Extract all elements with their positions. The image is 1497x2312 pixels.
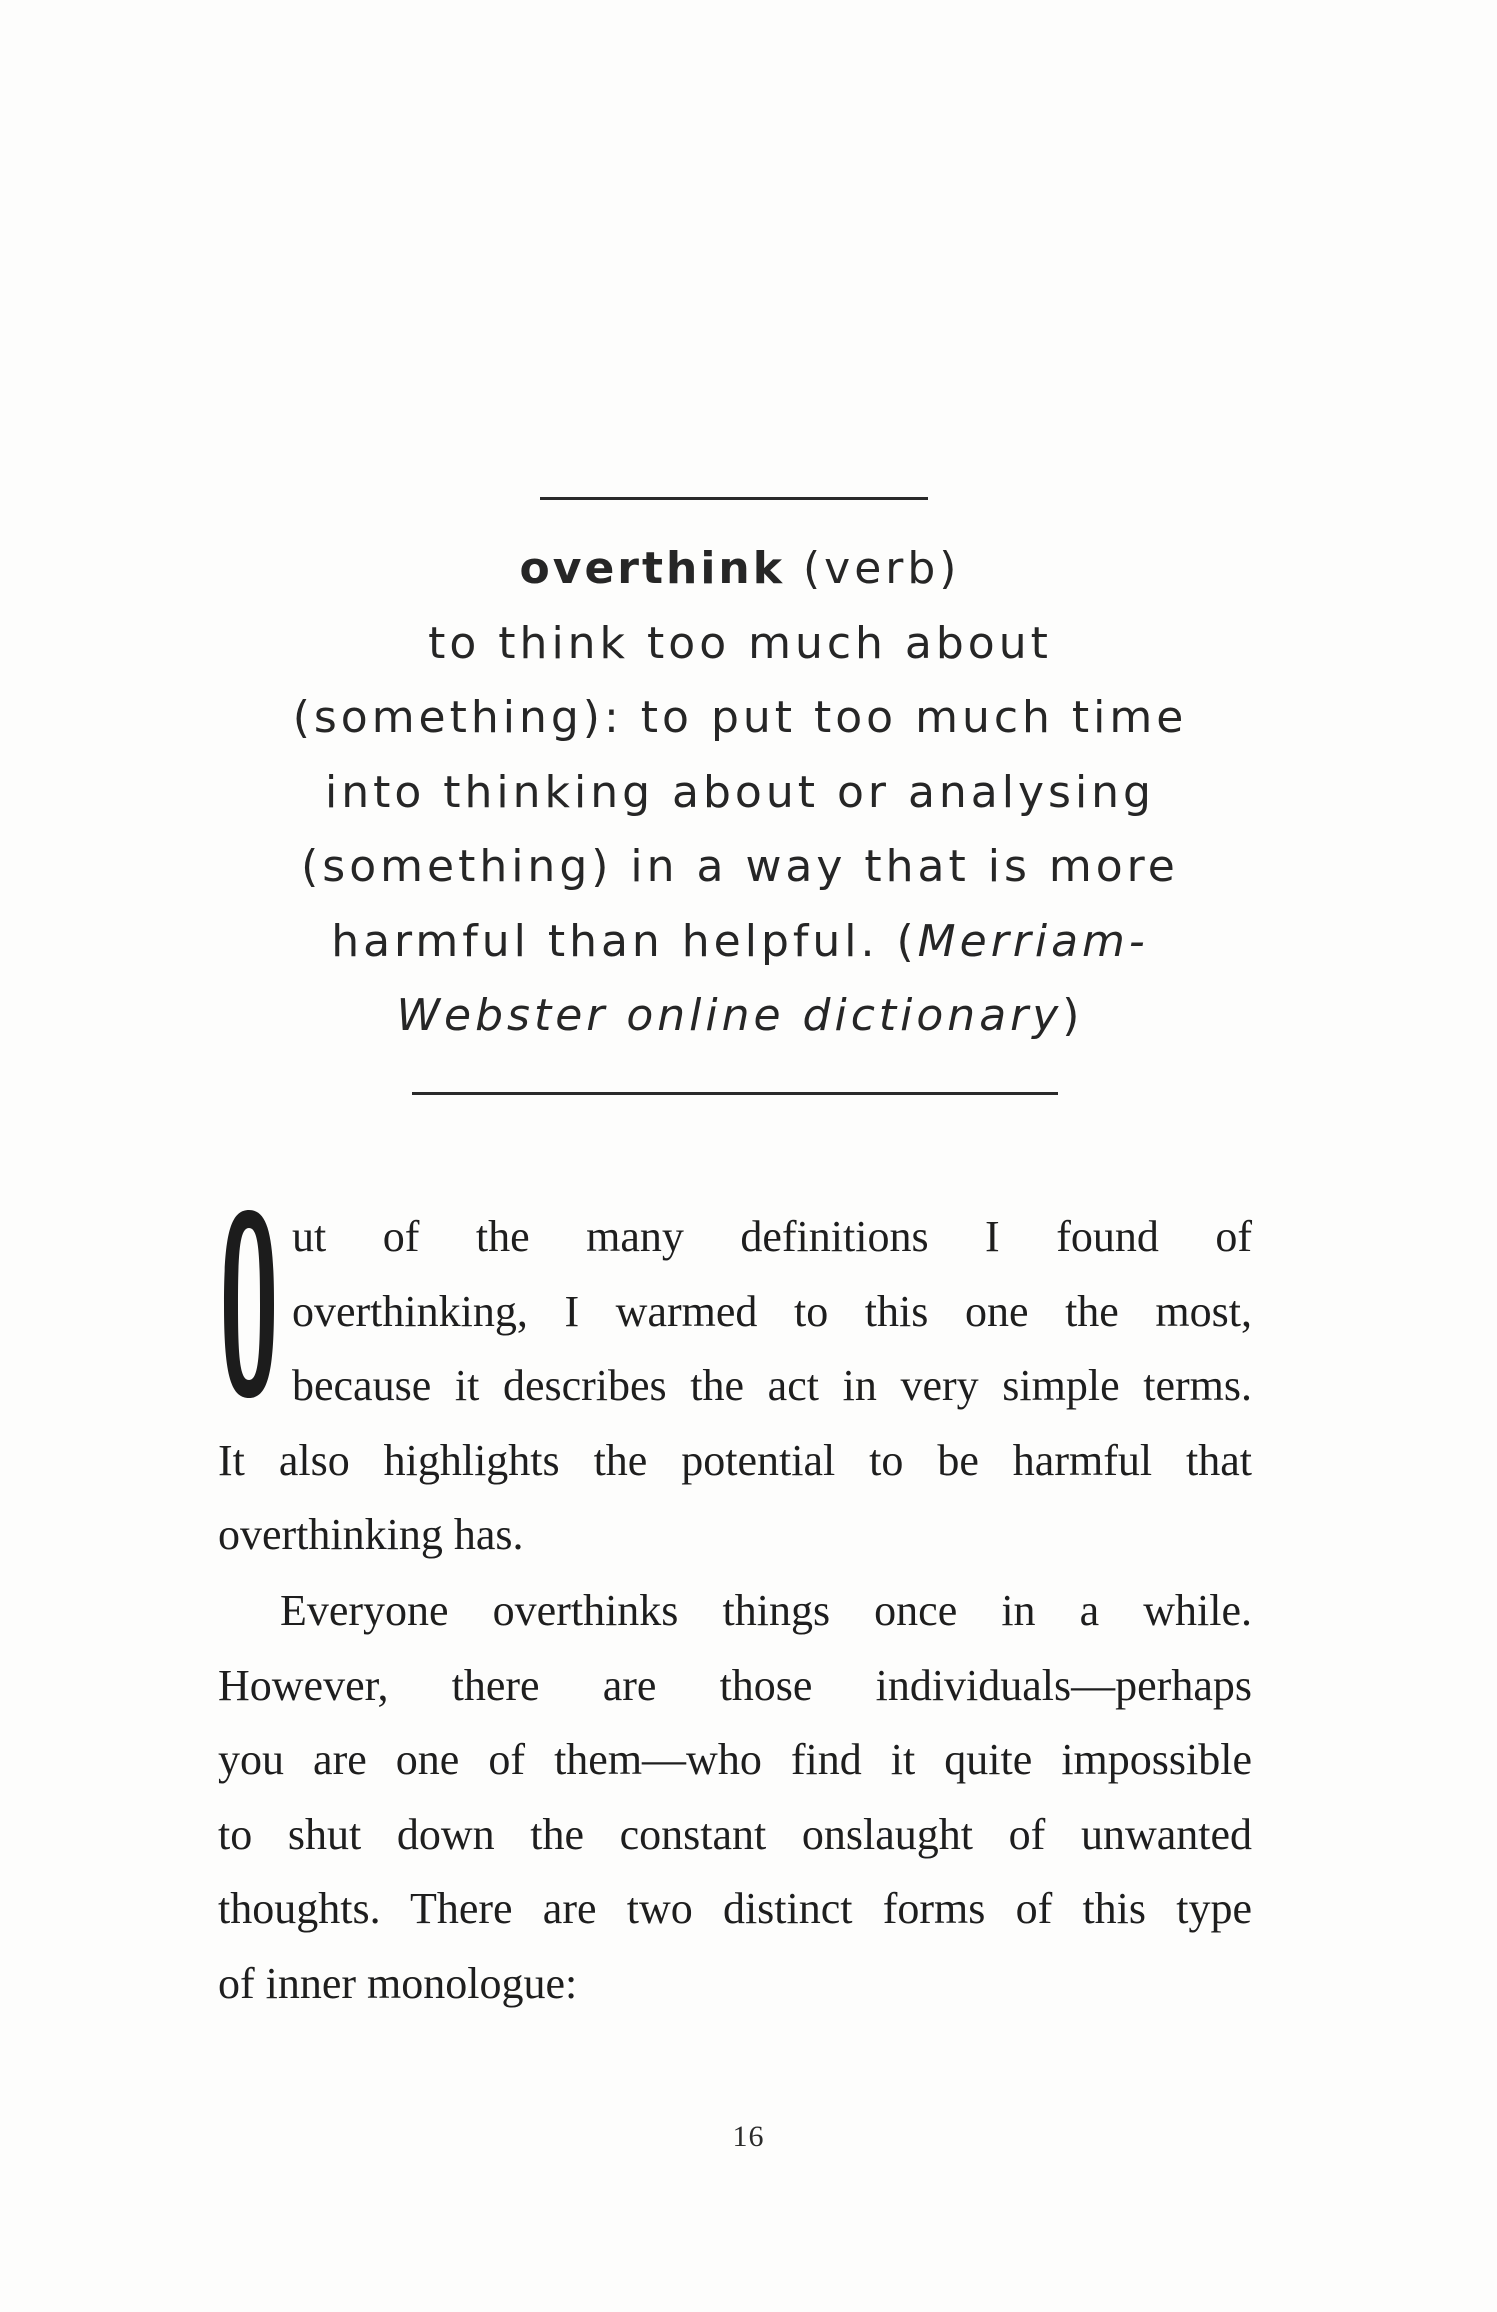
paragraph-line: overthinking, I warmed to this one the most, <box>292 1286 1252 1336</box>
definition-line: into thinking about or analysing <box>324 766 1155 818</box>
definition-source: Merriam- <box>917 915 1149 967</box>
definition-line <box>250 979 1230 1054</box>
paragraph-line: to shut down the constant onslaught of unwanted <box>218 1809 1252 1859</box>
paragraph-line: overthinking has. <box>218 1510 524 1559</box>
paragraph-line: because it describes the act in very simple terms. <box>292 1361 1252 1410</box>
top-rule <box>540 497 928 500</box>
paragraph-1 <box>218 1200 1252 1573</box>
definition-box <box>250 532 1230 1054</box>
definition-source: Webster online dictionary <box>396 990 1063 1041</box>
paragraph-line: you are one of them—who find it quite impossible <box>218 1735 1252 1784</box>
definition-text: harmful than helpful. ( <box>331 915 918 967</box>
definition-line <box>250 905 1230 980</box>
definition-part-of-speech: (verb) <box>785 543 961 594</box>
paragraph-line: of inner monologue: <box>218 1958 578 2008</box>
paragraph-line: However, there are those individuals—perhaps <box>218 1660 1252 1710</box>
paragraph-2 <box>218 1574 1252 2021</box>
definition-headword-line <box>250 532 1230 607</box>
definition-line: (something) in a way that is more <box>301 841 1179 892</box>
paragraph-line: It also highlights the potential to be harmful that <box>218 1435 1252 1485</box>
definition-text: ) <box>1062 990 1084 1041</box>
paragraph-line: ut of the many definitions I found of <box>292 1212 1252 1261</box>
paragraph-line: thoughts. There are two distinct forms of this type <box>218 1884 1252 1933</box>
definition-line: to think too much about <box>428 617 1052 669</box>
definition-term: overthink <box>519 543 786 594</box>
definition-line: (something): to put too much time <box>292 692 1188 743</box>
bottom-rule <box>412 1092 1058 1095</box>
paragraph-line: Everyone overthinks things once in a while. <box>280 1586 1252 1635</box>
page-number: 16 <box>732 2120 765 2153</box>
